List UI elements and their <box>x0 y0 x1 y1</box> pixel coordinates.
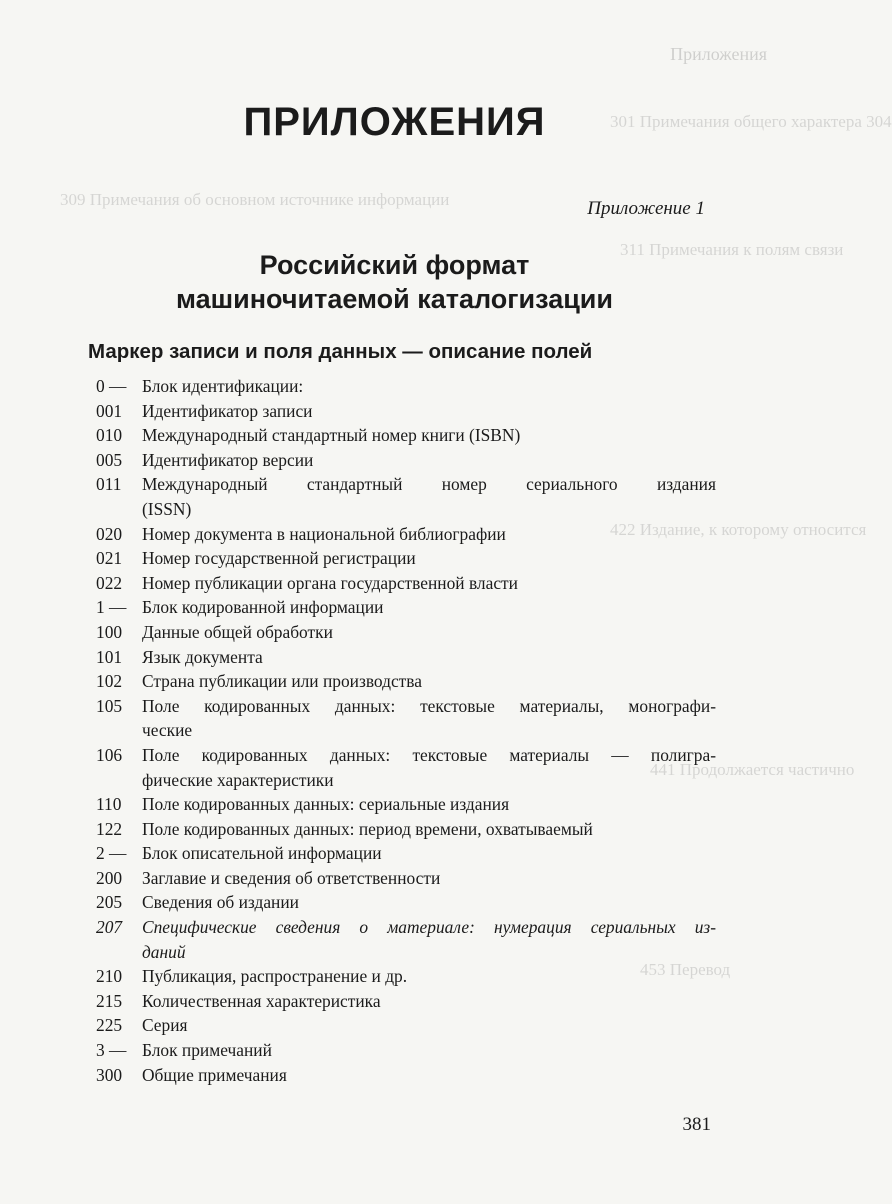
field-label: Заглавие и сведения об ответственности <box>142 867 441 888</box>
field-entry <box>96 374 716 399</box>
field-entry <box>96 423 716 448</box>
field-label: Сведения об издании <box>142 892 299 913</box>
field-entry <box>96 595 716 620</box>
field-entry <box>96 546 716 571</box>
bleed-through-text: 309 Примечания об основном источнике информации <box>60 190 450 209</box>
field-label: Количественная характеристика <box>142 990 381 1011</box>
field-label: Блок идентификации: <box>142 376 304 396</box>
field-label: Идентификатор версии <box>142 449 314 470</box>
field-code: 001 <box>96 400 123 421</box>
running-head: Приложения <box>670 44 767 64</box>
field-label: Поле кодированных данных: период времени, охватываемый <box>142 818 593 839</box>
field-code: 105 <box>96 695 123 716</box>
field-entry <box>96 989 716 1014</box>
field-label: Номер государственной регистрации <box>142 548 416 569</box>
field-code: 102 <box>96 671 123 692</box>
field-entry <box>96 645 716 670</box>
field-code: 010 <box>96 425 123 446</box>
field-entry <box>96 841 716 866</box>
subtitle-line-2: машиночитаемой каталогизации <box>175 284 614 314</box>
field-label: ческие <box>142 720 193 741</box>
field-label: Идентификатор записи <box>142 400 313 421</box>
field-label: Международный стандартный номер сериального издания <box>142 474 716 495</box>
field-entry <box>96 817 716 842</box>
field-code: 3 — <box>96 1040 127 1061</box>
field-entry-continuation <box>96 768 716 793</box>
field-entry <box>96 694 716 719</box>
field-entry <box>96 890 716 915</box>
field-label: (ISSN) <box>142 498 192 519</box>
field-code: 207 <box>96 917 123 938</box>
field-label: Публикация, распространение и др. <box>142 966 408 987</box>
field-entry <box>96 1038 716 1063</box>
field-code: 2 — <box>96 843 127 864</box>
field-entry <box>96 866 716 891</box>
field-label: Номер публикации органа государственной власти <box>142 572 518 593</box>
bleed-through-text: 311 Примечания к полям связи <box>620 240 844 259</box>
appendix-label: Приложение 1 <box>587 198 705 219</box>
subtitle-line-1: Российский формат <box>259 250 530 280</box>
field-label: Данные общей обработки <box>142 621 333 642</box>
field-code: 1 — <box>96 597 127 618</box>
section-heading: Маркер записи и поля данных — описание полей <box>88 340 593 363</box>
field-code <box>96 497 142 522</box>
field-entry <box>96 571 716 596</box>
field-label: Серия <box>142 1015 188 1036</box>
field-code: 110 <box>96 794 122 815</box>
field-code <box>96 768 142 793</box>
field-label: Язык документа <box>142 646 263 667</box>
field-entry <box>96 448 716 473</box>
field-entry <box>96 1063 716 1088</box>
field-code: 200 <box>96 867 123 888</box>
field-label: Международный стандартный номер книги (ISBN) <box>142 425 521 446</box>
field-entry <box>96 522 716 547</box>
field-code: 205 <box>96 892 123 913</box>
field-entry <box>96 1013 716 1038</box>
page-number: 381 <box>682 1114 711 1135</box>
field-entry <box>96 399 716 424</box>
field-label: фические характеристики <box>142 769 334 790</box>
field-code: 106 <box>96 744 123 765</box>
field-entry-continuation <box>96 718 716 743</box>
bleed-through-text: 301 Примечания общего характера 304 <box>610 112 892 131</box>
field-label: Блок примечаний <box>142 1040 272 1061</box>
field-code: 0 — <box>96 376 127 396</box>
bleed-through-text: 441 Продолжается частично <box>650 760 855 779</box>
field-code: 300 <box>96 1064 123 1085</box>
field-code: 101 <box>96 646 123 667</box>
field-label: Блок кодированной информации <box>142 597 384 618</box>
field-code: 122 <box>96 818 123 839</box>
bleed-through-text: 453 Перевод <box>640 960 731 979</box>
field-entry <box>96 669 716 694</box>
field-code: 011 <box>96 474 122 495</box>
field-label: Блок описательной информации <box>142 843 382 864</box>
field-entry <box>96 472 716 497</box>
field-label: Поле кодированных данных: текстовые материалы — полигра- <box>142 744 716 765</box>
field-entry <box>96 964 716 989</box>
bleed-through-text: 422 Издание, к которому относится <box>610 520 867 539</box>
field-entry-continuation <box>96 940 716 965</box>
field-label: Номер документа в национальной библиографии <box>142 523 506 544</box>
field-list <box>96 374 716 1087</box>
field-label: Страна публикации или производства <box>142 671 422 692</box>
field-code: 225 <box>96 1015 123 1036</box>
field-code <box>96 718 142 743</box>
field-entry <box>96 792 716 817</box>
field-label: Специфические сведения о материале: нумерация сериальных из- <box>142 917 716 938</box>
appendix-subtitle <box>0 248 789 316</box>
field-code: 215 <box>96 990 123 1011</box>
field-code: 020 <box>96 523 123 544</box>
field-entry <box>96 915 716 940</box>
field-code: 100 <box>96 621 123 642</box>
field-entry <box>96 743 716 768</box>
field-entry-continuation <box>96 497 716 522</box>
field-code: 005 <box>96 449 123 470</box>
field-label: Общие примечания <box>142 1064 287 1085</box>
field-entry <box>96 620 716 645</box>
field-label: даний <box>142 941 186 962</box>
field-code: 022 <box>96 572 123 593</box>
field-code: 021 <box>96 548 123 569</box>
field-label: Поле кодированных данных: текстовые материалы, монографи- <box>142 695 716 716</box>
field-label: Поле кодированных данных: сериальные издания <box>142 794 510 815</box>
field-code <box>96 940 142 965</box>
page-title: ПРИЛОЖЕНИЯ <box>243 100 546 144</box>
field-code: 210 <box>96 966 123 987</box>
